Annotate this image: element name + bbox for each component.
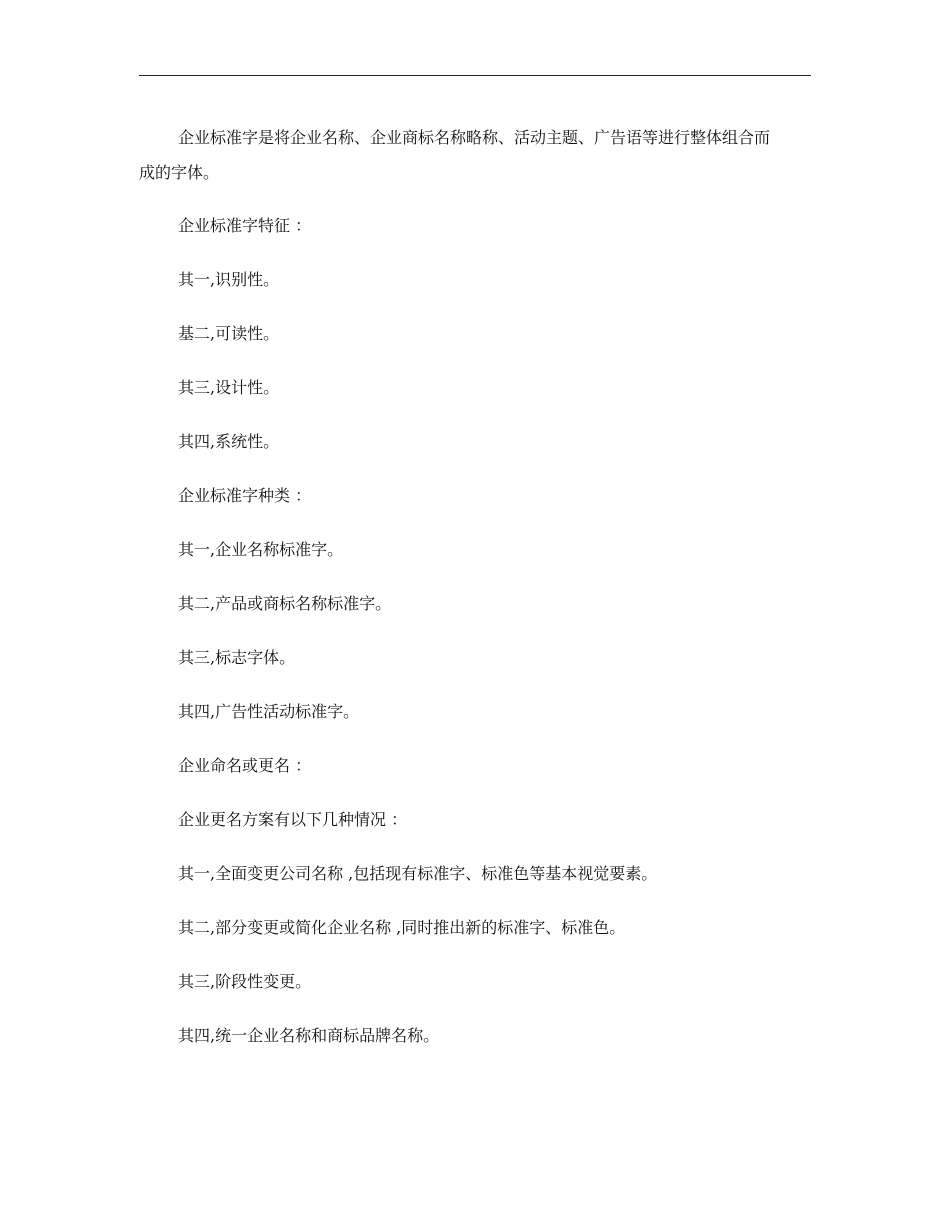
feature-item-4: 其四,系统性。 [178,432,280,451]
rename-item-1: 其一,全面变更公司名称 ,包括现有标准字、标准色等基本视觉要素。 [178,864,658,883]
type-item-2: 其二,产品或商标名称标准字。 [178,594,392,613]
heading-features: 企业标准字特征 ： [178,216,312,235]
type-item-4: 其四,广告性活动标准字。 [178,702,360,721]
header-rule [139,75,811,76]
rename-item-2: 其二,部分变更或简化企业名称 ,同时推出新的标准字、标准色。 [178,918,626,937]
type-item-3: 其三,标志字体。 [178,648,296,667]
feature-item-2: 基二,可读性。 [178,324,280,343]
feature-item-3: 其三,设计性。 [178,378,280,397]
heading-rename-options: 企业更名方案有以下几种情况 ： [178,810,408,829]
rename-item-3: 其三,阶段性变更。 [178,972,312,991]
heading-naming: 企业命名或更名 ： [178,756,312,775]
intro-paragraph: 企业标准字是将企业名称、企业商标名称略称、活动主题、广告语等进行整体组合而成的字体。 [139,128,771,182]
document-body [139,120,779,1045]
feature-item-1: 其一,识别性。 [178,270,280,289]
heading-types: 企业标准字种类 ： [178,486,312,505]
rename-item-4: 其四,统一企业名称和商标品牌名称。 [178,1026,440,1045]
type-item-1: 其一,企业名称标准字。 [178,540,344,559]
